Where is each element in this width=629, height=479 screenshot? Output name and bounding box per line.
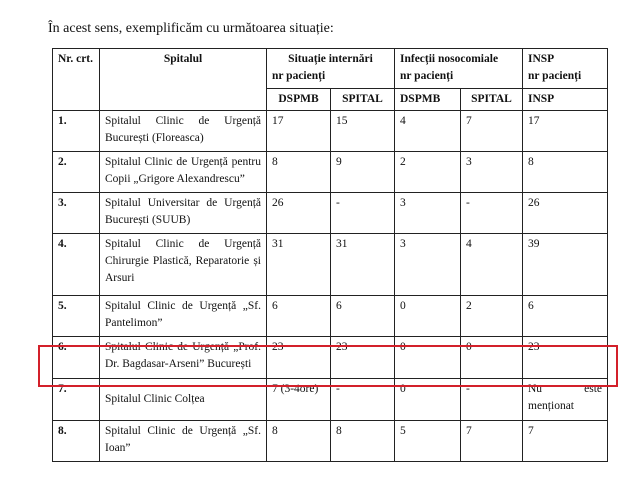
- header-nr: Nr. crt.: [53, 49, 100, 111]
- row-hospital: Spitalul Clinic de Urgență București (Floreasca): [100, 111, 267, 152]
- row-internari-spital: -: [331, 379, 395, 421]
- row-internari-spital: 6: [331, 296, 395, 337]
- row-infectii-spital: 7: [461, 421, 523, 462]
- row-internari-dspmb: 8: [267, 421, 331, 462]
- row-infectii-dspmb: 3: [395, 234, 461, 296]
- table-row: [53, 111, 608, 152]
- row-insp: 23: [523, 337, 608, 379]
- row-internari-dspmb: 7 (3-4ore): [267, 379, 331, 421]
- table-row: [53, 296, 608, 337]
- header-infectii-title: Infecții nosocomiale: [400, 53, 499, 65]
- row-hospital: Spitalul Universitar de Urgență București (SUUB): [100, 193, 267, 234]
- row-insp: 7: [523, 421, 608, 462]
- row-internari-dspmb: 17: [267, 111, 331, 152]
- header-internari: [267, 49, 395, 89]
- row-hospital: Spitalul Clinic de Urgență „Sf. Ioan”: [100, 421, 267, 462]
- row-nr: 3.: [53, 193, 100, 234]
- row-nr: 2.: [53, 152, 100, 193]
- row-insp: 6: [523, 296, 608, 337]
- row-insp: Nu este menționat: [523, 379, 608, 421]
- header-infectii-sub: nr pacienți: [400, 70, 454, 82]
- row-infectii-spital: 2: [461, 296, 523, 337]
- row-insp: 17: [523, 111, 608, 152]
- row-infectii-spital: -: [461, 379, 523, 421]
- row-nr: 7.: [53, 379, 100, 421]
- intro-text: În acest sens, exemplificăm cu următoarea situație:: [48, 21, 334, 36]
- row-infectii-spital: 3: [461, 152, 523, 193]
- header-col-dspmb-2: DSPMB: [395, 89, 461, 111]
- row-internari-spital: 15: [331, 111, 395, 152]
- table-row: [53, 152, 608, 193]
- row-infectii-dspmb: 5: [395, 421, 461, 462]
- row-infectii-dspmb: 2: [395, 152, 461, 193]
- row-infectii-dspmb: 0: [395, 337, 461, 379]
- row-internari-spital: 31: [331, 234, 395, 296]
- header-col-insp: INSP: [523, 89, 608, 111]
- row-internari-dspmb: 6: [267, 296, 331, 337]
- row-nr: 4.: [53, 234, 100, 296]
- row-infectii-spital: 7: [461, 111, 523, 152]
- row-internari-dspmb: 8: [267, 152, 331, 193]
- header-col-spital: SPITAL: [331, 89, 395, 111]
- row-nr: 6.: [53, 337, 100, 379]
- row-hospital: Spitalul Clinic de Urgență „Sf. Pantelimon”: [100, 296, 267, 337]
- header-insp-title: INSP: [528, 53, 555, 65]
- row-infectii-spital: 4: [461, 234, 523, 296]
- header-internari-sub: nr pacienți: [272, 70, 326, 82]
- row-hospital: Spitalul Clinic Colțea: [100, 379, 267, 421]
- header-insp: [523, 49, 608, 89]
- row-infectii-dspmb: 0: [395, 296, 461, 337]
- row-infectii-spital: -: [461, 193, 523, 234]
- row-infectii-spital: 0: [461, 337, 523, 379]
- row-nr: 8.: [53, 421, 100, 462]
- header-row-groups: [53, 49, 608, 89]
- table-row: [53, 379, 608, 421]
- row-infectii-dspmb: 3: [395, 193, 461, 234]
- row-insp: 26: [523, 193, 608, 234]
- row-internari-spital: 23: [331, 337, 395, 379]
- row-infectii-dspmb: 0: [395, 379, 461, 421]
- row-internari-spital: 9: [331, 152, 395, 193]
- row-hospital: Spitalul Clinic de Urgență „Prof. Dr. Bagdasar-Arseni” București: [100, 337, 267, 379]
- table-row: [53, 421, 608, 462]
- row-internari-spital: 8: [331, 421, 395, 462]
- header-spitalul: Spitalul: [100, 49, 267, 111]
- header-internari-title: Situație internări: [288, 53, 373, 65]
- hospital-table: [52, 48, 608, 462]
- header-col-spital-2: SPITAL: [461, 89, 523, 111]
- row-internari-dspmb: 31: [267, 234, 331, 296]
- row-nr: 5.: [53, 296, 100, 337]
- row-nr: 1.: [53, 111, 100, 152]
- row-insp: 8: [523, 152, 608, 193]
- row-internari-dspmb: 23: [267, 337, 331, 379]
- row-hospital: Spitalul Clinic de Urgență pentru Copii „Grigore Alexandrescu”: [100, 152, 267, 193]
- row-internari-spital: -: [331, 193, 395, 234]
- header-infectii: [395, 49, 523, 89]
- row-internari-dspmb: 26: [267, 193, 331, 234]
- table-row-highlighted: [53, 337, 608, 379]
- table-row: [53, 234, 608, 296]
- header-insp-sub: nr pacienți: [528, 70, 582, 82]
- table-row: [53, 193, 608, 234]
- row-hospital: Spitalul Clinic de Urgență Chirurgie Plastică, Reparatorie și Arsuri: [100, 234, 267, 296]
- header-col-dspmb: DSPMB: [267, 89, 331, 111]
- row-infectii-dspmb: 4: [395, 111, 461, 152]
- row-insp: 39: [523, 234, 608, 296]
